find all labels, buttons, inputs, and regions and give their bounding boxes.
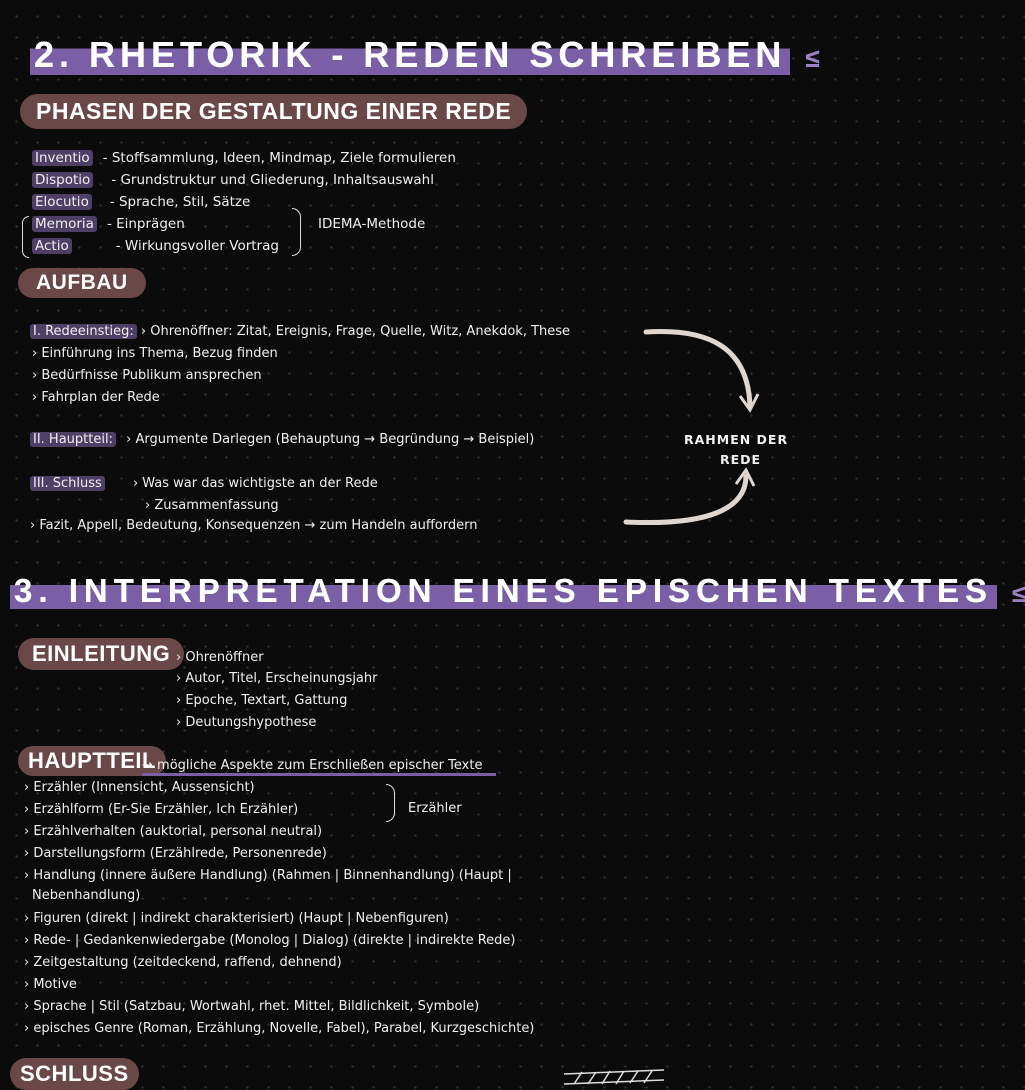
phasen-row-inventio [32, 150, 456, 166]
hauptteil-item: Nebenhandlung) [32, 888, 141, 903]
arrow-down-curve [646, 332, 750, 406]
einleitung-item: › Autor, Titel, Erscheinungsjahr [176, 671, 378, 686]
phase-term: Dispotio [32, 172, 93, 188]
hauptteil-item: › Darstellungsform (Erzählrede, Personenrede) [24, 846, 327, 861]
schluss-rede-row [30, 476, 378, 491]
redeeinstieg-row [30, 324, 570, 339]
hauptteil-item: › Figuren (direkt | indirekt charakterisiert) (Haupt | Nebenfiguren) [24, 911, 449, 926]
erzaehler-brace [386, 784, 395, 822]
einleitung-item: › Ohrenöffner [176, 650, 264, 665]
schluss-rede-item: › Was war das wichtigste an der Rede [132, 476, 378, 491]
phase-desc: - Wirkungsvoller Vortrag [115, 238, 279, 254]
phase-desc: - Stoffsammlung, Ideen, Mindmap, Ziele formulieren [102, 150, 456, 166]
aufbau-heading: AUFBAU [18, 268, 146, 298]
hatch-doodle [560, 1066, 670, 1086]
rede-label: REDE [720, 452, 762, 467]
phasen-heading: PHASEN DER GESTALTUNG EINER REDE [20, 94, 527, 129]
hauptteil-item: › Sprache | Stil (Satzbau, Wortwahl, rhet. Mittel, Bildlichkeit, Symbole) [24, 999, 480, 1014]
phase-desc: - Sprache, Stil, Sätze [109, 194, 251, 210]
schluss-rede-item: › Zusammenfassung [145, 498, 279, 513]
hauptteil-rede-text: › Argumente Darlegen (Behauptung → Begründung → Beispiel) [126, 432, 535, 447]
hauptteil-rede-row [30, 432, 534, 447]
sparkle-icon: ≤ [1012, 581, 1025, 608]
sparkle-icon: ≤ [805, 43, 820, 73]
erzaehler-item: › Erzähler (Innensicht, Aussensicht) [24, 780, 255, 795]
section-2-title [30, 34, 820, 76]
hauptteil-item: › Rede- | Gedankenwiedergabe (Monolog | Dialog) (direkte | indirekte Rede) [24, 933, 516, 948]
section-3-title [10, 572, 1025, 610]
rahmen-label: RAHMEN DER [684, 432, 789, 447]
idema-brace [292, 208, 301, 256]
erzaehler-label: Erzähler [408, 801, 462, 816]
redeeinstieg-item: › Bedürfnisse Publikum ansprechen [32, 368, 262, 383]
hauptteil-item: › episches Genre (Roman, Erzählung, Novelle, Fabel), Parabel, Kurzgeschichte) [24, 1021, 535, 1036]
redeeinstieg-label: I. Redeeinstieg: [30, 324, 137, 339]
hauptteil-item: › Handlung (innere äußere Handlung) (Rahmen | Binnenhandlung) (Haupt | [24, 868, 512, 883]
rahmen-arrows [600, 318, 820, 538]
hauptteil-intro-text: → mögliche Aspekte zum Erschließen epischer Texte [142, 758, 483, 773]
fazit-row: › Fazit, Appell, Bedeutung, Konsequenzen → zum Handeln auffordern [30, 518, 478, 533]
phasen-left-bracket [22, 216, 29, 258]
hauptteil-intro [142, 758, 496, 776]
schluss-rede-label: III. Schluss [30, 476, 105, 491]
einleitung-heading: EINLEITUNG [18, 638, 184, 670]
section-2-title-text: 2. RHETORIK - REDEN SCHREIBEN [30, 34, 790, 75]
phasen-row-dispotio [32, 172, 434, 188]
phasen-row-actio [32, 238, 279, 254]
arrow-up-curve [626, 476, 746, 523]
phase-term: Memoria [32, 216, 97, 232]
einleitung-item: › Deutungshypothese [176, 715, 317, 730]
phase-desc: - Grundstruktur und Gliederung, Inhaltsauswahl [111, 172, 434, 188]
phasen-row-memoria [32, 216, 185, 232]
redeeinstieg-text: › Ohrenöffner: Zitat, Ereignis, Frage, Quelle, Witz, Anekdok, These [140, 324, 571, 339]
section-3-title-text: 3. INTERPRETATION EINES EPISCHEN TEXTES [10, 572, 997, 609]
einleitung-item: › Epoche, Textart, Gattung [176, 693, 348, 708]
hauptteil-heading: HAUPTTEIL [18, 746, 166, 776]
hauptteil-item: › Motive [24, 977, 77, 992]
schluss-heading: SCHLUSS [10, 1058, 139, 1090]
phase-desc: - Einprägen [106, 216, 185, 232]
phasen-row-elocutio [32, 194, 250, 210]
phase-term: Actio [32, 238, 72, 254]
erzaehler-item: › Erzählform (Er-Sie Erzähler, Ich Erzähler) [24, 802, 299, 817]
phase-term: Elocutio [32, 194, 92, 210]
phase-term: Inventio [32, 150, 93, 166]
idema-label: IDEMA-Methode [318, 216, 426, 232]
hauptteil-rede-label: II. Hauptteil: [30, 432, 116, 447]
redeeinstieg-item: › Fahrplan der Rede [32, 390, 160, 405]
hauptteil-item: › Zeitgestaltung (zeitdeckend, raffend, dehnend) [24, 955, 342, 970]
redeeinstieg-item: › Einführung ins Thema, Bezug finden [32, 346, 278, 361]
erzaehler-item: › Erzählverhalten (auktorial, personal neutral) [24, 824, 323, 839]
